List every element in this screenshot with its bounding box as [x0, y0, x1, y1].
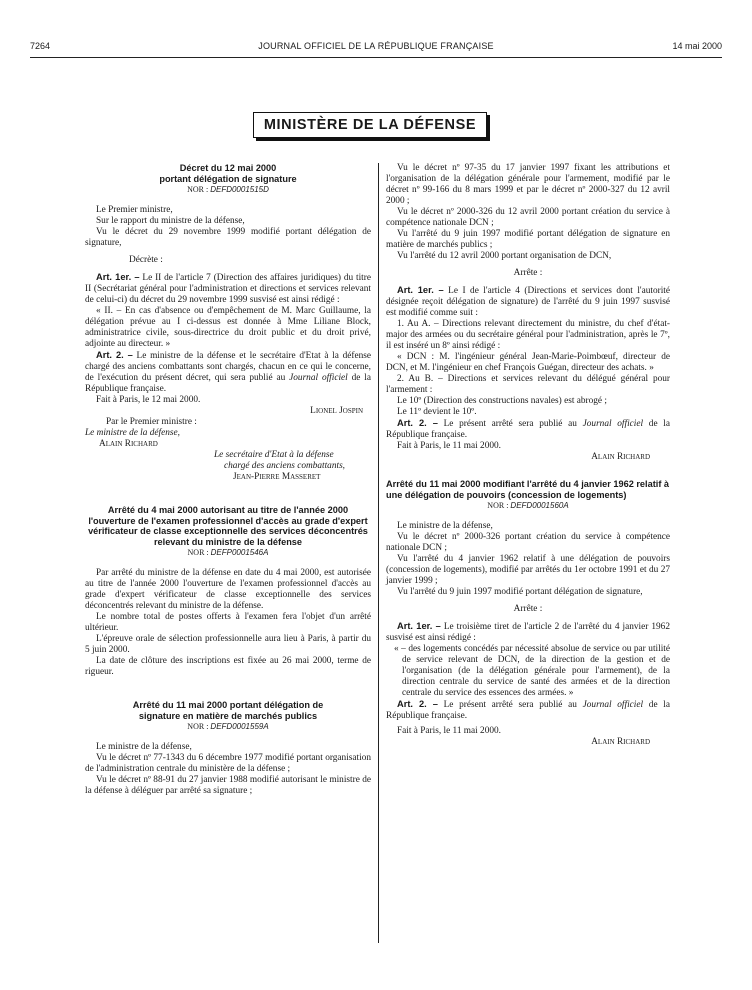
- article-1: Art. 1er. – Le troisième tiret de l'article 2 de l'arrêté du 4 janvier 1962 susvisé est ainsi rédigé :: [386, 621, 670, 643]
- arrete-examen-professionnel: [85, 505, 371, 678]
- paragraph: Vu l'arrêté du 9 juin 1997 modifié portant délégation de signature en matière de marchés publics ;: [386, 229, 670, 250]
- arrete-marches-publics-continued: [386, 163, 670, 463]
- paragraph: Vu l'arrêté du 4 janvier 1962 relatif à une délégation de pouvoirs (concession de logements), modifié par arrêtés du 1er octobre 1991 et du 27 janvier 1999 ;: [386, 554, 670, 586]
- page-header: [30, 41, 722, 61]
- right-column: [386, 163, 670, 748]
- decrete-label: Décrète :: [129, 255, 163, 265]
- secretary-title-2: chargé des anciens combattants,: [224, 461, 346, 471]
- journal-title: JOURNAL OFFICIEL DE LA RÉPUBLIQUE FRANÇAISE: [258, 41, 494, 51]
- paragraph: Le Premier ministre,: [96, 205, 173, 215]
- paragraph: 2. Au B. – Directions et services relevant du délégué général pour l'armement :: [386, 374, 670, 395]
- paragraph: Sur le rapport du ministre de la défense,: [96, 216, 245, 226]
- paragraph: Vu le décret nº 88-91 du 27 janvier 1988 modifié autorisant le ministre de la défense à déléguer par arrêté sa signature ;: [85, 775, 371, 796]
- paragraph: Vu le décret nº 2000-326 du 12 avril 2000 portant création du service à compétence nationale DCN ;: [386, 207, 670, 228]
- quoted-text: « II. – En cas d'absence ou d'empêchement de M. Marc Guillaume, la délégation prévue au I ci-dessus est donnée à Mme Liliane Block, administratrice civile, sous-directrice du droit public et du droit privé, adjointe au directeur. »: [85, 306, 371, 349]
- quoted-list-item: « – des logements concédés par nécessité absolue de service ou par utilité de service relevant de DCN, de la direction de la gestion et de l'organisation (de la délégation générale pour l'armement), de la direction centrale du service de santé des armées et de la direction centrale du service des essences des armées. »: [394, 644, 670, 698]
- nor-reference: NOR : DEFD0001560A: [487, 501, 569, 510]
- arrete-title: Arrêté du 11 mai 2000 modifiant l'arrêté du 4 janvier 1962 relatif à une délégation de pouvoirs (concession de logements): [386, 479, 670, 500]
- article-1: Art. 1er. – Le II de l'article 7 (Direction des affaires juridiques) du titre II (Secrétariat général pour l'administration et directions et services relevant de celui-ci) du décret du 29 novembre 1999 susvisé est ainsi rédigé :: [85, 272, 371, 305]
- arrete-marches-publics: [85, 700, 371, 797]
- fait-a-paris: Fait à Paris, le 11 mai 2000.: [397, 441, 501, 451]
- arrete-title: Arrêté du 4 mai 2000 autorisant au titre de l'année 2000 l'ouverture de l'examen professionnel d'accès au grade d'expert vérificateur de classe exceptionnelle des services déconcentrés relevant du ministre de la défense: [88, 505, 368, 547]
- secretary-title: Le secrétaire d'Etat à la défense: [214, 450, 334, 460]
- arrete-concession-logements: [386, 479, 670, 748]
- arrete-label: Arrête :: [513, 268, 543, 278]
- paragraph: Le 10º (Direction des constructions navales) est abrogé ;: [397, 396, 607, 406]
- paragraph: Vu le décret nº 77-1343 du 6 décembre 1977 modifié portant organisation de l'administration centrale du ministère de la défense ;: [85, 753, 371, 774]
- issue-date: 14 mai 2000: [672, 41, 722, 51]
- decree-subtitle: portant délégation de signature: [159, 173, 297, 184]
- nor-reference: NOR : DEFP0001546A: [187, 548, 269, 557]
- paragraph: Par arrêté du ministre de la défense en date du 4 mai 2000, est autorisée au titre de l'année 2000 l'ouverture de l'examen professionnel d'accès au grade d'expert vérificateur de classe exceptionnelle des services déconcentrés relevant du ministre de la défense.: [85, 568, 371, 611]
- page-number: 7264: [30, 41, 51, 51]
- article-2: Art. 2. – Le ministre de la défense et le secrétaire d'Etat à la défense chargé des anciens combattants sont chargés, chacun en ce qui le concerne, de l'exécution du présent décret, qui sera publié au Journal officiel de la République française.: [85, 350, 372, 394]
- header-rule: [30, 57, 722, 58]
- signature: Alain Richard: [591, 737, 650, 747]
- paragraph: La date de clôture des inscriptions est fixée au 26 mai 2000, terme de rigueur.: [85, 656, 371, 677]
- left-column: [85, 163, 371, 797]
- paragraph: Vu le décret nº 2000-326 portant création du service à compétence nationale DCN ;: [386, 532, 670, 553]
- secretary-name: Jean-Pierre Masseret: [233, 472, 321, 482]
- decree-signature-delegation: [85, 163, 371, 483]
- paragraph: Le 11º devient le 10º.: [397, 407, 477, 417]
- paragraph: Vu l'arrêté du 9 juin 1997 modifié portant délégation de signature,: [397, 587, 643, 597]
- paragraph: L'épreuve orale de sélection professionnelle aura lieu à Paris, à partir du 5 juin 2000.: [85, 634, 371, 655]
- nor-reference: NOR : DEFD0001515D: [187, 185, 269, 194]
- signature: Alain Richard: [591, 452, 650, 462]
- paragraph: Le nombre total de postes offerts à l'examen fera l'objet d'un arrêté ultérieur.: [85, 612, 371, 633]
- arrete-title: Arrêté du 11 mai 2000 portant délégation de signature en matière de marchés publics: [132, 700, 324, 721]
- paragraph: Vu l'arrêté du 12 avril 2000 portant organisation de DCN,: [397, 251, 612, 261]
- decree-title: Décret du 12 mai 2000: [179, 163, 277, 173]
- article-1: Art. 1er. – Le I de l'article 4 (Directions et services dont l'autorité désignée reçoit délégation de signature) de l'arrêté du 9 juin 1997 susvisé est modifié comme suit :: [386, 285, 670, 318]
- fait-a-paris: Fait à Paris, le 12 mai 2000.: [96, 395, 201, 405]
- ministry-heading: MINISTÈRE DE LA DÉFENSE: [253, 112, 487, 138]
- minister-name: Alain Richard: [99, 439, 158, 449]
- paragraph: Le ministre de la défense,: [397, 521, 493, 531]
- column-divider: [378, 163, 379, 943]
- signature: Lionel Jospin: [310, 406, 363, 416]
- minister-title: Le ministre de la défense,: [85, 428, 180, 438]
- article-2: Art. 2. – Le présent arrêté sera publié au Journal officiel de la République française.: [386, 418, 670, 440]
- arrete-label: Arrête :: [513, 604, 543, 614]
- nor-reference: NOR : DEFD0001559A: [187, 722, 269, 731]
- paragraph: 1. Au A. – Directions relevant directement du ministre, du chef d'état-major des armées ou du secrétaire général pour l'administration, après le 7º, il est inséré un 8º ainsi rédigé :: [386, 319, 670, 351]
- quoted-text: « DCN : M. l'ingénieur général Jean-Marie-Poimbœuf, directeur de DCN, et M. l'ingénieur en chef François Guégan, directeur des achats. »: [386, 352, 670, 373]
- article-2: Art. 2. – Le présent arrêté sera publié au Journal officiel de la République française.: [386, 699, 670, 721]
- paragraph: Vu le décret nº 97-35 du 17 janvier 1997 fixant les attributions et l'organisation de la délégation générale pour l'armement, modifié par le décret nº 99-166 du 8 mars 1999 et par le décret nº 2000-327 du 12 avril 2000 ;: [386, 163, 670, 206]
- paragraph: Le ministre de la défense,: [96, 742, 192, 752]
- fait-a-paris: Fait à Paris, le 11 mai 2000.: [397, 726, 501, 736]
- paragraph: Vu le décret du 29 novembre 1999 modifié portant délégation de signature,: [85, 227, 371, 248]
- par-le-premier-ministre: Par le Premier ministre :: [106, 417, 197, 427]
